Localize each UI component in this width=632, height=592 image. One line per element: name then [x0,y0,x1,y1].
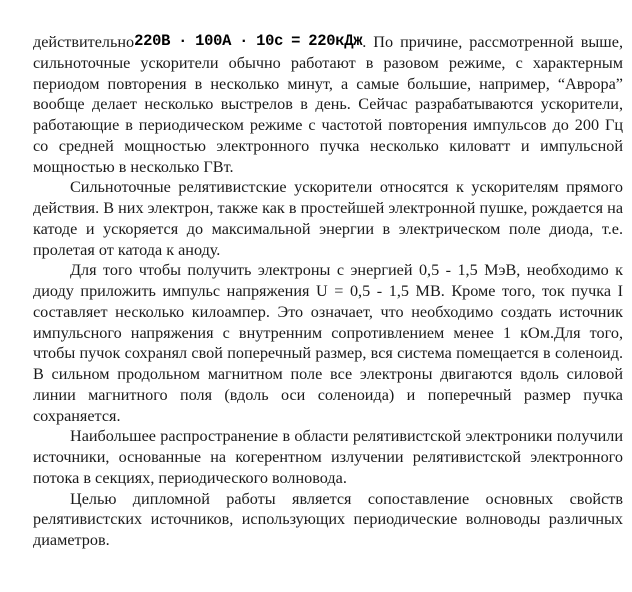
paragraph-body-text: . По причине, рассмотренной выше, сильноточные ускорители обычно работают в разовом режиме, с характерным периодом повторения в несколько минут, а самые большие, например, “Аврора” вообще делает несколько выстрелов в день. Сейчас разрабатываются ускорители, работающие в периодическом режиме с частотой повторения импульсов до 200 Гц со средней мощностью электронного пучка несколько киловатт и импульсной мощностью в несколько ГВт. [33,33,623,176]
paragraph-thesis-goal: Целью дипломной работы является сопоставление основных свойств релятивистских источников, использующих периодические волноводы различных диаметров. [33,489,623,549]
paragraph-accelerator-modes [33,31,623,177]
energy-formula: 220В · 100А · 10с = 220кДж [134,32,363,50]
paragraph-coherent-radiation: Наибольшее распространение в области релятивистской электроники получили источники, основанные на когерентном излучении релятивистской электронного потока в секциях, периодического волновода. [33,427,623,487]
paragraph-electron-energy: Для того чтобы получить электроны с энергией 0,5 - 1,5 МэВ, необходимо к диоду приложить импульс напряжения U = 0,5 - 1,5 МВ. Кроме того, ток пучка I составляет несколько килоампер. Это означает, что необходимо создать источник импульсного напряжения с внутренним сопротивлением менее 1 кОм.Для того, чтобы пучок сохранял свой поперечный размер, вся система помещается в соленоид. В сильном продольном магнитном поле все электроны двигаются вдоль силовой линии магнитного поля (вдоль оси соленоида) и поперечный размер пучка сохраняется. [33,261,623,425]
document-page [33,31,623,551]
paragraph-direct-action: Сильноточные релятивистские ускорители относятся к ускорителям прямого действия. В них электрон, также как в простейшей электронной пушке, рождается на катоде и ускоряется до максимальной энергии в электрическом поле диода, т.е. пролетая от катода к аноду. [33,178,623,259]
paragraph-lead-text: действительно [33,33,135,51]
